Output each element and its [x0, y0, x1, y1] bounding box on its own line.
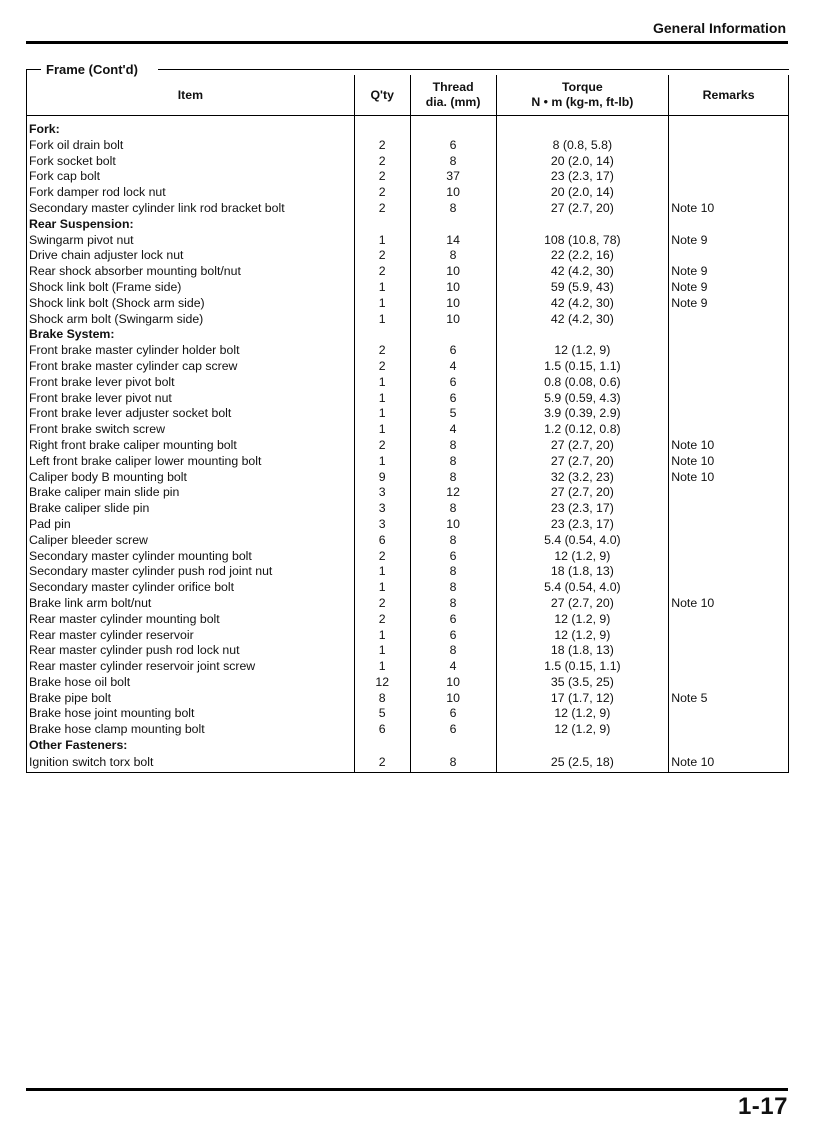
table-row: [27, 438, 789, 454]
item-name: Front brake master cylinder cap screw: [27, 359, 355, 375]
torque-value: 108 (10.8, 78): [496, 233, 669, 249]
col-header-thread: [410, 75, 496, 116]
qty-value: 8: [354, 691, 410, 707]
remarks-value: Note 10: [669, 754, 789, 773]
col-header-remarks: Remarks: [669, 75, 789, 116]
thread-value: 8: [410, 438, 496, 454]
item-name: Left front brake caliper lower mounting bolt: [27, 454, 355, 470]
remarks-value: [669, 517, 789, 533]
group-header-row: [27, 327, 789, 343]
table-row: [27, 643, 789, 659]
item-name: Rear master cylinder reservoir: [27, 628, 355, 644]
thread-value: 6: [410, 628, 496, 644]
empty-cell: [496, 738, 669, 754]
empty-cell: [354, 327, 410, 343]
table-row: [27, 612, 789, 628]
qty-value: 1: [354, 280, 410, 296]
item-name: Rear master cylinder reservoir joint screw: [27, 659, 355, 675]
empty-cell: [669, 122, 789, 138]
qty-value: 1: [354, 391, 410, 407]
item-name: Fork cap bolt: [27, 169, 355, 185]
qty-value: 1: [354, 564, 410, 580]
remarks-value: [669, 675, 789, 691]
col-header-item: Item: [27, 75, 355, 116]
item-name: Shock link bolt (Shock arm side): [27, 296, 355, 312]
torque-value: 20 (2.0, 14): [496, 154, 669, 170]
thread-value: 8: [410, 580, 496, 596]
torque-value: 22 (2.2, 16): [496, 248, 669, 264]
section-frame-top: [158, 69, 789, 70]
remarks-value: [669, 169, 789, 185]
thread-value: 8: [410, 533, 496, 549]
item-name: Brake hose joint mounting bolt: [27, 706, 355, 722]
table-row: [27, 596, 789, 612]
torque-value: 27 (2.7, 20): [496, 454, 669, 470]
table-row: [27, 154, 789, 170]
page-number: 1-17: [737, 1093, 788, 1120]
torque-value: 25 (2.5, 18): [496, 754, 669, 773]
qty-value: 2: [354, 754, 410, 773]
col-header-thread-line2: dia. (mm): [425, 95, 481, 109]
remarks-value: [669, 138, 789, 154]
remarks-value: Note 9: [669, 233, 789, 249]
table-row: [27, 248, 789, 264]
remarks-value: [669, 549, 789, 565]
table-body: [27, 116, 789, 773]
thread-value: 8: [410, 643, 496, 659]
item-name: Rear master cylinder push rod lock nut: [27, 643, 355, 659]
qty-value: 2: [354, 138, 410, 154]
qty-value: 2: [354, 154, 410, 170]
thread-value: 8: [410, 470, 496, 486]
thread-value: 14: [410, 233, 496, 249]
table-row: [27, 422, 789, 438]
thread-value: 10: [410, 185, 496, 201]
remarks-value: [669, 422, 789, 438]
thread-value: 10: [410, 691, 496, 707]
thread-value: 10: [410, 264, 496, 280]
item-name: Shock link bolt (Frame side): [27, 280, 355, 296]
qty-value: 3: [354, 485, 410, 501]
empty-cell: [669, 738, 789, 754]
empty-cell: [496, 327, 669, 343]
empty-cell: [669, 327, 789, 343]
thread-value: 6: [410, 343, 496, 359]
torque-value: 1.5 (0.15, 1.1): [496, 359, 669, 375]
footer-rule: [26, 1088, 788, 1091]
table-header-row: [27, 75, 789, 116]
remarks-value: [669, 359, 789, 375]
table-row: [27, 454, 789, 470]
qty-value: 1: [354, 454, 410, 470]
torque-value: 17 (1.7, 12): [496, 691, 669, 707]
qty-value: 3: [354, 501, 410, 517]
table-row: [27, 391, 789, 407]
qty-value: 2: [354, 359, 410, 375]
qty-value: 2: [354, 343, 410, 359]
torque-value: 1.5 (0.15, 1.1): [496, 659, 669, 675]
thread-value: 10: [410, 280, 496, 296]
item-name: Shock arm bolt (Swingarm side): [27, 312, 355, 328]
qty-value: 1: [354, 296, 410, 312]
qty-value: 1: [354, 659, 410, 675]
qty-value: 1: [354, 628, 410, 644]
item-name: Front brake lever adjuster socket bolt: [27, 406, 355, 422]
table-row: [27, 280, 789, 296]
item-name: Fork oil drain bolt: [27, 138, 355, 154]
qty-value: 2: [354, 596, 410, 612]
thread-value: 8: [410, 501, 496, 517]
group-header-row: [27, 738, 789, 754]
remarks-value: [669, 722, 789, 738]
thread-value: 6: [410, 138, 496, 154]
col-header-thread-line1: Thread: [432, 80, 474, 94]
torque-value: 18 (1.8, 13): [496, 564, 669, 580]
group-header-row: [27, 217, 789, 233]
table-row: [27, 201, 789, 217]
remarks-value: Note 10: [669, 454, 789, 470]
table-row: [27, 659, 789, 675]
remarks-value: [669, 343, 789, 359]
torque-value: 20 (2.0, 14): [496, 185, 669, 201]
remarks-value: [669, 628, 789, 644]
thread-value: 6: [410, 722, 496, 738]
table-row: [27, 233, 789, 249]
thread-value: 4: [410, 659, 496, 675]
torque-value: 42 (4.2, 30): [496, 312, 669, 328]
item-name: Front brake switch screw: [27, 422, 355, 438]
item-name: Front brake lever pivot nut: [27, 391, 355, 407]
torque-value: 23 (2.3, 17): [496, 517, 669, 533]
remarks-value: [669, 706, 789, 722]
thread-value: 8: [410, 201, 496, 217]
empty-cell: [354, 122, 410, 138]
item-name: Brake link arm bolt/nut: [27, 596, 355, 612]
remarks-value: Note 10: [669, 470, 789, 486]
torque-value: 12 (1.2, 9): [496, 706, 669, 722]
torque-value: 5.4 (0.54, 4.0): [496, 580, 669, 596]
thread-value: 10: [410, 675, 496, 691]
item-name: Brake caliper slide pin: [27, 501, 355, 517]
qty-value: 1: [354, 375, 410, 391]
empty-cell: [354, 217, 410, 233]
group-name: Other Fasteners:: [27, 738, 355, 754]
section-title: Frame (Cont'd): [42, 62, 142, 77]
item-name: Rear shock absorber mounting bolt/nut: [27, 264, 355, 280]
remarks-value: [669, 312, 789, 328]
table-row: [27, 375, 789, 391]
table-row: [27, 470, 789, 486]
thread-value: 5: [410, 406, 496, 422]
torque-value: 23 (2.3, 17): [496, 501, 669, 517]
item-name: Brake pipe bolt: [27, 691, 355, 707]
table-row: [27, 169, 789, 185]
torque-value: 27 (2.7, 20): [496, 201, 669, 217]
col-header-torque-line2: N • m (kg-m, ft-lb): [531, 95, 634, 109]
torque-value: 1.2 (0.12, 0.8): [496, 422, 669, 438]
empty-cell: [410, 217, 496, 233]
thread-value: 8: [410, 564, 496, 580]
empty-cell: [410, 122, 496, 138]
torque-value: 5.4 (0.54, 4.0): [496, 533, 669, 549]
empty-cell: [496, 122, 669, 138]
qty-value: 2: [354, 248, 410, 264]
thread-value: 6: [410, 549, 496, 565]
empty-cell: [410, 327, 496, 343]
group-name: Rear Suspension:: [27, 217, 355, 233]
group-name: Fork:: [27, 122, 355, 138]
remarks-value: [669, 391, 789, 407]
qty-value: 2: [354, 438, 410, 454]
remarks-value: Note 9: [669, 264, 789, 280]
table-row: [27, 722, 789, 738]
remarks-value: [669, 659, 789, 675]
item-name: Secondary master cylinder link rod bracket bolt: [27, 201, 355, 217]
table-row: [27, 691, 789, 707]
torque-value: 12 (1.2, 9): [496, 722, 669, 738]
thread-value: 8: [410, 596, 496, 612]
torque-value: 23 (2.3, 17): [496, 169, 669, 185]
thread-value: 6: [410, 612, 496, 628]
table-row: [27, 406, 789, 422]
item-name: Caliper bleeder screw: [27, 533, 355, 549]
col-header-torque: [496, 75, 669, 116]
remarks-value: Note 9: [669, 296, 789, 312]
thread-value: 8: [410, 248, 496, 264]
item-name: Brake caliper main slide pin: [27, 485, 355, 501]
table-row: [27, 343, 789, 359]
remarks-value: [669, 406, 789, 422]
qty-value: 2: [354, 612, 410, 628]
qty-value: 12: [354, 675, 410, 691]
remarks-value: [669, 643, 789, 659]
table-row: [27, 754, 789, 773]
remarks-value: [669, 533, 789, 549]
item-name: Brake hose oil bolt: [27, 675, 355, 691]
table-row: [27, 517, 789, 533]
torque-value: 12 (1.2, 9): [496, 612, 669, 628]
remarks-value: [669, 501, 789, 517]
table-row: [27, 296, 789, 312]
thread-value: 6: [410, 391, 496, 407]
table-row: [27, 138, 789, 154]
item-name: Fork damper rod lock nut: [27, 185, 355, 201]
thread-value: 8: [410, 454, 496, 470]
group-name: Brake System:: [27, 327, 355, 343]
table-row: [27, 312, 789, 328]
remarks-value: Note 5: [669, 691, 789, 707]
item-name: Secondary master cylinder mounting bolt: [27, 549, 355, 565]
empty-cell: [496, 217, 669, 233]
item-name: Secondary master cylinder push rod joint nut: [27, 564, 355, 580]
thread-value: 10: [410, 296, 496, 312]
item-name: Fork socket bolt: [27, 154, 355, 170]
qty-value: 1: [354, 643, 410, 659]
qty-value: 2: [354, 264, 410, 280]
qty-value: 1: [354, 233, 410, 249]
table-row: [27, 185, 789, 201]
remarks-value: [669, 375, 789, 391]
item-name: Pad pin: [27, 517, 355, 533]
torque-value: 12 (1.2, 9): [496, 549, 669, 565]
header-rule: [26, 41, 788, 44]
torque-value: 27 (2.7, 20): [496, 596, 669, 612]
table-row: [27, 580, 789, 596]
thread-value: 4: [410, 422, 496, 438]
item-name: Swingarm pivot nut: [27, 233, 355, 249]
thread-value: 4: [410, 359, 496, 375]
remarks-value: Note 10: [669, 596, 789, 612]
thread-value: 6: [410, 375, 496, 391]
torque-value: 32 (3.2, 23): [496, 470, 669, 486]
qty-value: 2: [354, 185, 410, 201]
empty-cell: [410, 738, 496, 754]
col-header-torque-line1: Torque: [561, 80, 603, 94]
torque-value: 5.9 (0.59, 4.3): [496, 391, 669, 407]
thread-value: 37: [410, 169, 496, 185]
table-row: [27, 485, 789, 501]
table-row: [27, 264, 789, 280]
table-row: [27, 501, 789, 517]
item-name: Caliper body B mounting bolt: [27, 470, 355, 486]
qty-value: 5: [354, 706, 410, 722]
page-header-title: General Information: [652, 20, 786, 36]
item-name: Brake hose clamp mounting bolt: [27, 722, 355, 738]
qty-value: 9: [354, 470, 410, 486]
qty-value: 1: [354, 312, 410, 328]
remarks-value: [669, 612, 789, 628]
table-row: [27, 533, 789, 549]
col-header-qty: Q'ty: [354, 75, 410, 116]
torque-value: 42 (4.2, 30): [496, 296, 669, 312]
table-row: [27, 549, 789, 565]
thread-value: 10: [410, 517, 496, 533]
qty-value: 2: [354, 201, 410, 217]
thread-value: 8: [410, 754, 496, 773]
torque-value: 18 (1.8, 13): [496, 643, 669, 659]
item-name: Front brake master cylinder holder bolt: [27, 343, 355, 359]
torque-value: 8 (0.8, 5.8): [496, 138, 669, 154]
torque-value: 59 (5.9, 43): [496, 280, 669, 296]
thread-value: 10: [410, 312, 496, 328]
qty-value: 2: [354, 169, 410, 185]
torque-value: 42 (4.2, 30): [496, 264, 669, 280]
qty-value: 2: [354, 549, 410, 565]
torque-value: 35 (3.5, 25): [496, 675, 669, 691]
qty-value: 1: [354, 406, 410, 422]
qty-value: 1: [354, 422, 410, 438]
item-name: Drive chain adjuster lock nut: [27, 248, 355, 264]
item-name: Rear master cylinder mounting bolt: [27, 612, 355, 628]
table-row: [27, 675, 789, 691]
remarks-value: [669, 185, 789, 201]
qty-value: 6: [354, 533, 410, 549]
thread-value: 12: [410, 485, 496, 501]
empty-cell: [669, 217, 789, 233]
torque-spec-table: [26, 75, 789, 773]
table-row: [27, 359, 789, 375]
torque-value: 3.9 (0.39, 2.9): [496, 406, 669, 422]
torque-value: 12 (1.2, 9): [496, 343, 669, 359]
qty-value: 3: [354, 517, 410, 533]
remarks-value: [669, 248, 789, 264]
remarks-value: Note 10: [669, 201, 789, 217]
torque-value: 27 (2.7, 20): [496, 485, 669, 501]
table-row: [27, 628, 789, 644]
remarks-value: Note 10: [669, 438, 789, 454]
remarks-value: Note 9: [669, 280, 789, 296]
table-row: [27, 706, 789, 722]
remarks-value: [669, 154, 789, 170]
remarks-value: [669, 485, 789, 501]
item-name: Right front brake caliper mounting bolt: [27, 438, 355, 454]
item-name: Ignition switch torx bolt: [27, 754, 355, 773]
torque-value: 12 (1.2, 9): [496, 628, 669, 644]
torque-value: 27 (2.7, 20): [496, 438, 669, 454]
table-row: [27, 564, 789, 580]
item-name: Front brake lever pivot bolt: [27, 375, 355, 391]
torque-value: 0.8 (0.08, 0.6): [496, 375, 669, 391]
qty-value: 1: [354, 580, 410, 596]
qty-value: 6: [354, 722, 410, 738]
thread-value: 6: [410, 706, 496, 722]
remarks-value: [669, 580, 789, 596]
empty-cell: [354, 738, 410, 754]
thread-value: 8: [410, 154, 496, 170]
group-header-row: [27, 122, 789, 138]
item-name: Secondary master cylinder orifice bolt: [27, 580, 355, 596]
remarks-value: [669, 564, 789, 580]
